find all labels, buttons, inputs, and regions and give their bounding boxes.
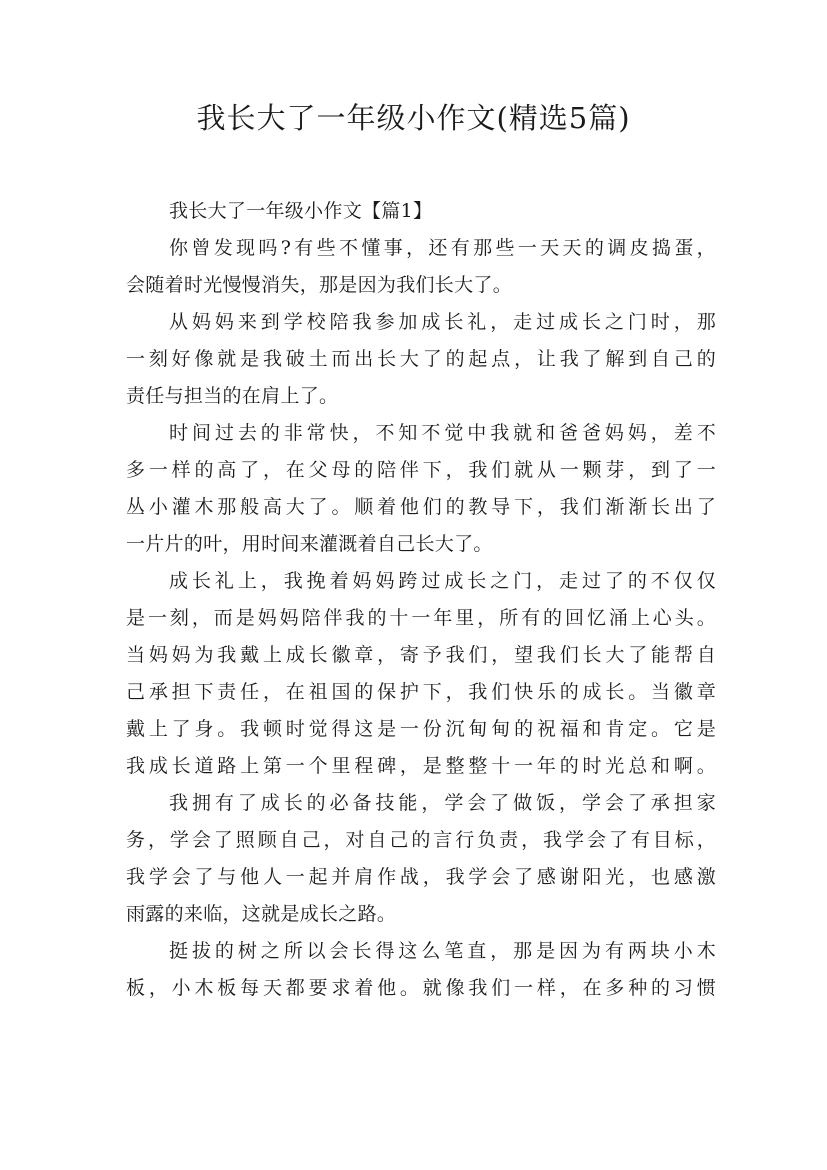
text-line: 从妈妈来到学校陪我参加成长礼，走过成长之门时，那 [169,311,716,333]
text-line: 是一刻，而是妈妈陪伴我的十一年里，所有的回忆涌上心头。 [126,607,716,629]
text-line: 一片片的叶，用时间来灌溉着自己长大了。 [126,533,493,555]
text-line: 时间过去的非常快，不知不觉中我就和爸爸妈妈，差不 [169,422,716,444]
text-line: 你曾发现吗?有些不懂事，还有那些一天天的调皮捣蛋， [169,237,716,259]
text-line: 务，学会了照顾自己，对自己的言行负责，我学会了有目标， [126,829,716,851]
text-line: 我拥有了成长的必备技能，学会了做饭，学会了承担家 [169,792,716,814]
text-line: 成长礼上，我挽着妈妈跨过成长之门，走过了的不仅仅 [169,570,716,592]
text-line: 挺拔的树之所以会长得这么笔直，那是因为有两块小木 [169,940,716,962]
text-line: 我成长道路上第一个里程碑，是整整十一年的时光总和啊。 [126,755,716,777]
text-line: 戴上了身。我顿时觉得这是一份沉甸甸的祝福和肯定。它是 [126,718,716,740]
text-line: 我学会了与他人一起并肩作战，我学会了感谢阳光，也感激 [126,866,716,888]
text-line: 当妈妈为我戴上成长徽章，寄予我们，望我们长大了能帮自 [126,644,716,666]
text-line: 己承担下责任，在祖国的保护下，我们快乐的成长。当徽章 [126,681,716,703]
text-line: 一刻好像就是我破土而出长大了的起点，让我了解到自己的 [126,348,716,370]
text-line: 会随着时光慢慢消失，那是因为我们长大了。 [126,274,513,296]
document-title: 我长大了一年级小作文(精选5篇) [196,101,631,135]
text-line: 雨露的来临，这就是成长之路。 [126,903,397,925]
text-line: 丛小灌木那般高大了。顺着他们的教导下，我们渐渐长出了 [126,496,716,518]
text-line: 多一样的高了，在父母的陪伴下，我们就从一颗芽，到了一 [126,459,716,481]
document-body [126,193,716,1007]
text-line: 板，小木板每天都要求着他。就像我们一样，在多种的习惯 [126,977,716,999]
text-line: 责任与担当的在肩上了。 [126,385,339,407]
text-line: 我长大了一年级小作文【篇1】 [169,200,433,222]
